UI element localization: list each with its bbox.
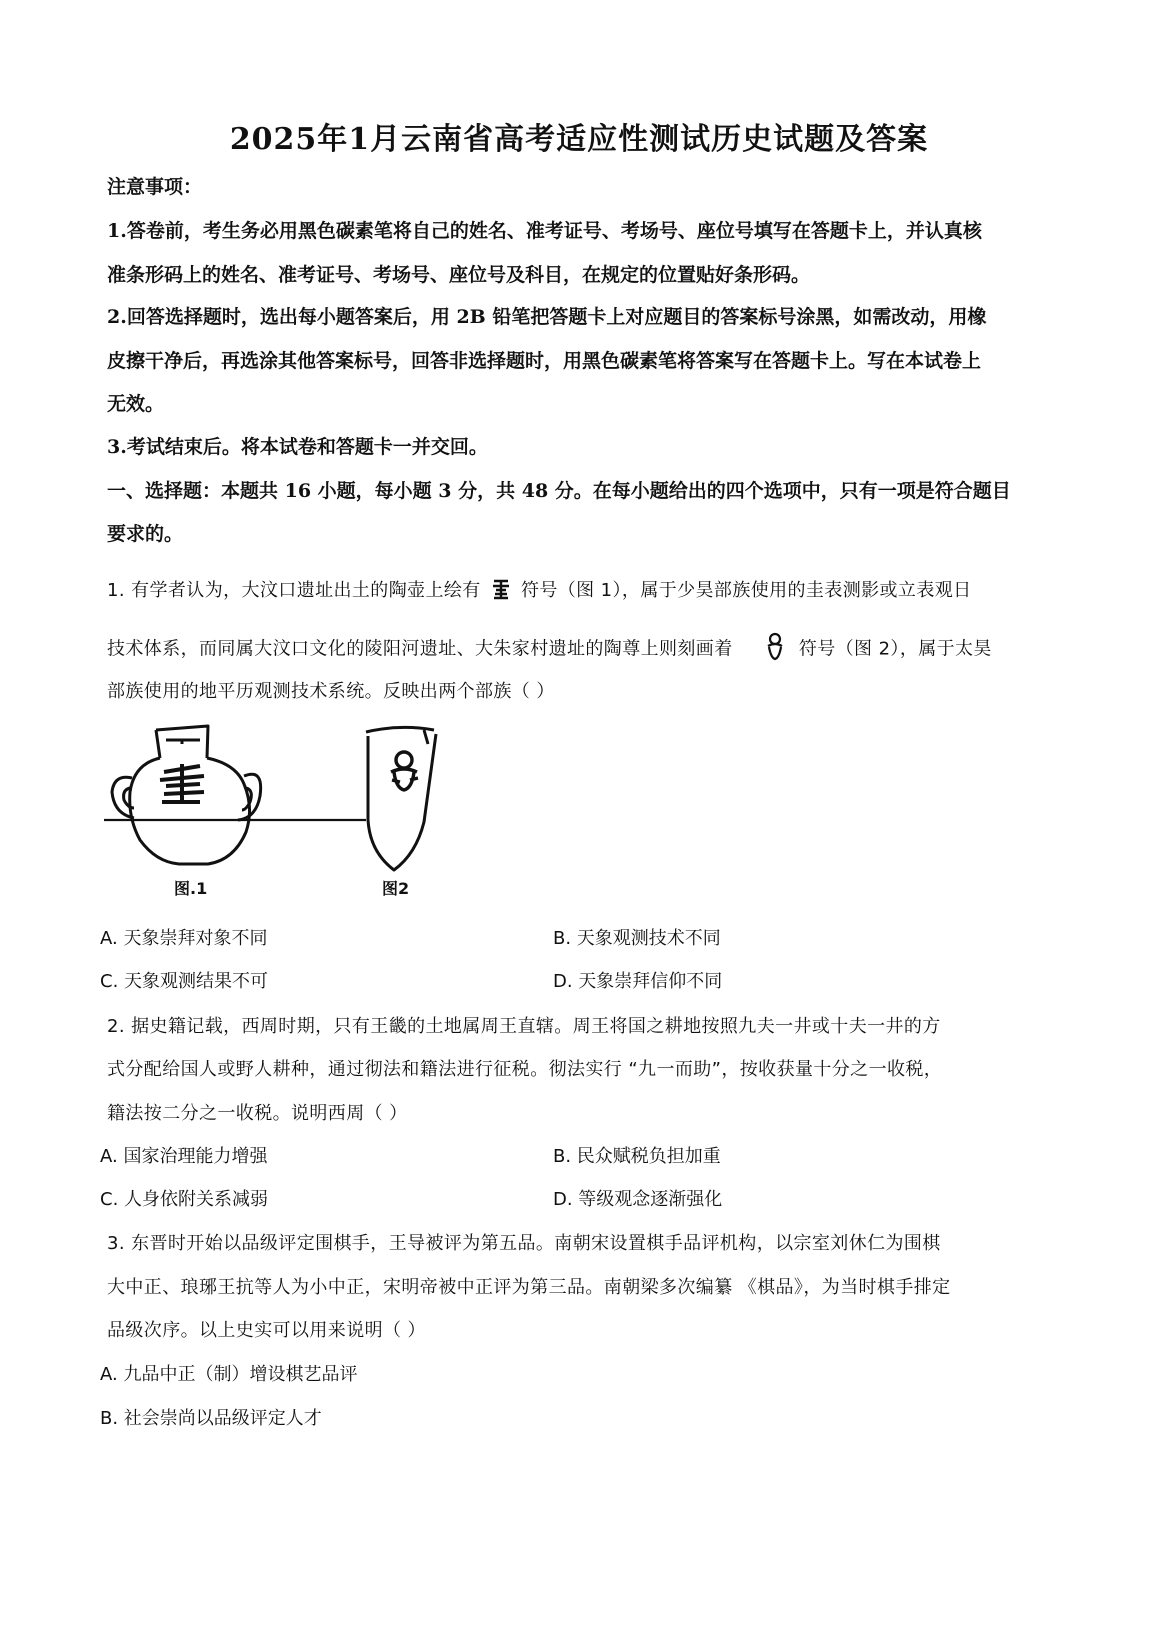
notice-heading: 注意事项： [107,176,203,198]
q1-option-c[interactable]: C. 天象观测结果不可 [100,971,269,992]
q1-line-1 [107,576,972,605]
figure-2-label: 图2 [382,879,410,898]
section-1-line-1: 一、选择题：本题共 16 小题，每小题 3 分，共 48 分。在每小题给出的四个选项中，只有一项是符合题目 [107,480,1011,502]
q1-option-b[interactable]: B. 天象观测技术不同 [553,928,721,949]
q1-line-1-part-b: 符号（图 1），属于少昊部族使用的圭表测影或立表观日 [520,580,972,601]
figure-2-symbol [391,752,418,790]
notice-item-2-line-3: 无效。 [107,393,165,415]
notice-item-2-line-1: 2.回答选择题时，选出每小题答案后，用 2B 铅笔把答题卡上对应题目的答案标号涂黑，如需改动，用橡 [107,306,987,328]
notice-item-1-line-1: 1.答卷前，考生务必用黑色碳素笔将自己的姓名、准考证号、考场号、座位号填写在答题卡上，并认真核 [107,220,982,242]
figure-2-vessel [366,727,436,870]
q1-line-2 [107,632,992,667]
q2-option-c[interactable]: C. 人身依附关系减弱 [100,1189,269,1210]
q2-option-d[interactable]: D. 等级观念逐渐强化 [553,1189,723,1210]
figure-1-label: 图.1 [174,879,208,898]
q2-line-1: 2. 据史籍记载，西周时期，只有王畿的土地属周王直辖。周王将国之耕地按照九夫一井或十夫一井的方 [107,1016,941,1037]
sun-altar-symbol-icon [491,578,511,605]
q1-line-1-part-a: 1. 有学者认为，大汶口遗址出土的陶壶上绘有 [107,580,481,601]
section-1-line-2: 要求的。 [107,523,184,545]
sun-mountain-symbol-icon [765,632,785,667]
q3-option-b[interactable]: B. 社会崇尚以品级评定人才 [100,1408,322,1429]
q1-line-2-part-b: 符号（图 2），属于太昊 [798,638,992,660]
figure-1-jar [112,726,261,864]
q2-line-2: 式分配给国人或野人耕种，通过彻法和籍法进行征税。彻法实行 “九一而助”，按收获量十分之一收税， [107,1059,943,1080]
q1-option-d[interactable]: D. 天象崇拜信仰不同 [553,971,723,992]
q3-line-3: 品级次序。以上史实可以用来说明（ ） [107,1320,426,1341]
q1-line-3: 部族使用的地平历观测技术系统。反映出两个部族（ ） [107,681,555,702]
q2-option-b[interactable]: B. 民众赋税负担加重 [553,1146,721,1167]
notice-item-1-line-2: 准条形码上的姓名、准考证号、考场号、座位号及科目，在规定的位置贴好条形码。 [107,264,811,286]
q1-option-a[interactable]: A. 天象崇拜对象不同 [100,928,268,949]
q2-line-3: 籍法按二分之一收税。说明西周（ ） [107,1103,408,1124]
figure-pottery [104,722,449,904]
q3-line-1: 3. 东晋时开始以品级评定围棋手，王导被评为第五品。南朝宋设置棋手品评机构，以宗室刘休仁为围棋 [107,1233,941,1254]
q3-option-a[interactable]: A. 九品中正（制）增设棋艺品评 [100,1364,358,1385]
notice-item-2-line-2: 皮擦干净后，再选涂其他答案标号，回答非选择题时，用黑色碳素笔将答案写在答题卡上。写在本试卷上 [107,350,982,372]
figure-1-symbol [160,764,204,802]
q3-line-2: 大中正、琅琊王抗等人为小中正，宋明帝被中正评为第三品。南朝梁多次编纂 《棋品》，为当时棋手排定 [107,1277,951,1298]
page-title: 2025年1月云南省高考适应性测试历史试题及答案 [229,122,929,157]
q1-line-2-part-a: 技术体系，而同属大汶口文化的陵阳河遗址、大朱家村遗址的陶尊上则刻画着 [107,638,733,660]
q2-option-a[interactable]: A. 国家治理能力增强 [100,1146,268,1167]
notice-item-3: 3.考试结束后。将本试卷和答题卡一并交回。 [107,436,488,458]
